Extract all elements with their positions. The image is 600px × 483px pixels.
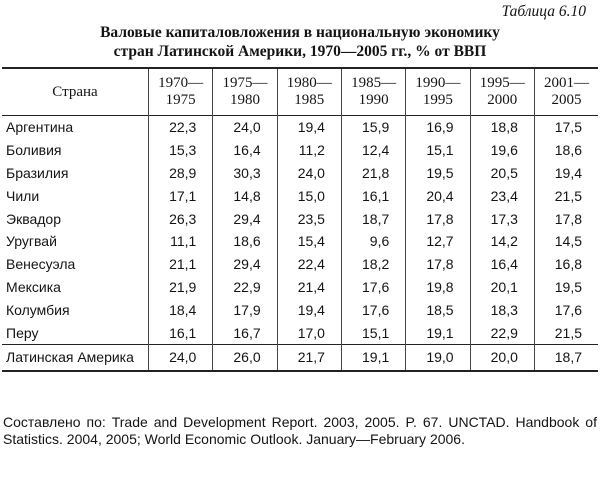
table-row — [2, 116, 598, 139]
country-cell: Мексика — [6, 278, 61, 295]
value-cell: 20,4 — [406, 184, 470, 207]
value-cell: 17,6 — [341, 298, 405, 321]
period-end: 2005 — [551, 92, 582, 108]
value-cell: 21,9 — [149, 276, 213, 299]
source-note: Составлено по: Trade and Development Report. 2003, 2005. P. 67. UNCTAD. Handbook of Statistics. 2004, 2005; World Economic Outlook. January—February 2006. — [3, 414, 597, 447]
value-cell: 21,5 — [534, 321, 598, 344]
value-cell: 17,8 — [406, 253, 470, 276]
country-cell: Уругвай — [6, 233, 57, 250]
value-cell: 18,7 — [534, 344, 598, 371]
value-cell: 18,6 — [534, 139, 598, 162]
value-cell: 17,3 — [470, 207, 534, 230]
value-cell: 17,6 — [341, 276, 405, 299]
value-cell: 22,9 — [470, 321, 534, 344]
header-period — [149, 68, 213, 116]
table-row — [2, 162, 598, 185]
value-cell: 16,4 — [213, 139, 277, 162]
value-cell: 29,4 — [213, 207, 277, 230]
value-cell: 19,5 — [534, 276, 598, 299]
value-cell: 17,8 — [406, 207, 470, 230]
header-period — [213, 68, 277, 116]
period-end: 1985 — [294, 92, 325, 108]
value-cell: 18,4 — [149, 298, 213, 321]
country-cell: Перу — [6, 324, 39, 341]
country-cell: Боливия — [6, 142, 62, 159]
header-period — [277, 68, 341, 116]
table-row — [2, 253, 598, 276]
value-cell: 19,0 — [406, 344, 470, 371]
table-number-label: Таблица 6.10 — [501, 3, 586, 20]
table-row — [2, 207, 598, 230]
country-cell: Эквадор — [6, 210, 61, 227]
value-cell: 17,0 — [277, 321, 341, 344]
value-cell: 17,5 — [534, 116, 598, 139]
value-cell: 24,0 — [213, 116, 277, 139]
value-cell: 24,0 — [149, 344, 213, 371]
value-cell: 17,1 — [149, 184, 213, 207]
value-cell: 22,9 — [213, 276, 277, 299]
value-cell: 11,1 — [149, 230, 213, 253]
country-cell: Венесуэла — [6, 256, 76, 273]
value-cell: 15,1 — [341, 321, 405, 344]
value-cell: 19,6 — [470, 139, 534, 162]
period-end: 1975 — [165, 92, 196, 108]
value-cell: 14,5 — [534, 230, 598, 253]
period-start: 1975— — [222, 75, 268, 91]
value-cell: 18,5 — [406, 298, 470, 321]
value-cell: 15,4 — [277, 230, 341, 253]
header-period — [534, 68, 598, 116]
value-cell: 23,5 — [277, 207, 341, 230]
value-cell: 20,0 — [470, 344, 534, 371]
investment-table — [2, 67, 598, 372]
value-cell: 24,0 — [277, 162, 341, 185]
table-title — [0, 23, 600, 61]
value-cell: 11,2 — [277, 139, 341, 162]
table-row — [2, 230, 598, 253]
value-cell: 20,1 — [470, 276, 534, 299]
value-cell: 18,6 — [213, 230, 277, 253]
value-cell: 30,3 — [213, 162, 277, 185]
country-cell: Колумбия — [6, 301, 70, 318]
value-cell: 21,7 — [277, 344, 341, 371]
value-cell: 19,1 — [406, 321, 470, 344]
table-row — [2, 321, 598, 344]
value-cell: 21,4 — [277, 276, 341, 299]
value-cell: 12,7 — [406, 230, 470, 253]
value-cell: 16,9 — [406, 116, 470, 139]
value-cell: 26,3 — [149, 207, 213, 230]
value-cell: 28,9 — [149, 162, 213, 185]
value-cell: 18,8 — [470, 116, 534, 139]
period-end: 1980 — [229, 92, 260, 108]
value-cell: 16,7 — [213, 321, 277, 344]
period-start: 2001— — [543, 75, 589, 91]
table-row — [2, 298, 598, 321]
table-title-line-1: Валовые капиталовложения в национальную экономику — [100, 24, 500, 41]
value-cell: 15,9 — [341, 116, 405, 139]
value-cell: 18,3 — [470, 298, 534, 321]
header-row — [2, 68, 598, 116]
period-end: 2000 — [487, 92, 518, 108]
value-cell: 19,4 — [277, 116, 341, 139]
value-cell: 17,8 — [534, 207, 598, 230]
value-cell: 19,8 — [406, 276, 470, 299]
header-period — [470, 68, 534, 116]
table-row-total — [2, 344, 598, 371]
value-cell: 20,5 — [470, 162, 534, 185]
value-cell: 9,6 — [341, 230, 405, 253]
period-start: 1995— — [479, 75, 525, 91]
value-cell: 22,4 — [277, 253, 341, 276]
value-cell: 19,5 — [406, 162, 470, 185]
period-end: 1990 — [358, 92, 389, 108]
value-cell: 26,0 — [213, 344, 277, 371]
value-cell: 17,6 — [534, 298, 598, 321]
value-cell: 14,2 — [470, 230, 534, 253]
country-cell: Чили — [6, 187, 40, 204]
value-cell: 23,4 — [470, 184, 534, 207]
value-cell: 15,1 — [406, 139, 470, 162]
value-cell: 17,9 — [213, 298, 277, 321]
value-cell: 21,5 — [534, 184, 598, 207]
value-cell: 15,3 — [149, 139, 213, 162]
value-cell: 19,1 — [341, 344, 405, 371]
value-cell: 15,0 — [277, 184, 341, 207]
value-cell: 19,4 — [534, 162, 598, 185]
period-start: 1990— — [415, 75, 461, 91]
value-cell: 12,4 — [341, 139, 405, 162]
value-cell: 16,1 — [341, 184, 405, 207]
value-cell: 16,4 — [470, 253, 534, 276]
value-cell: 16,8 — [534, 253, 598, 276]
value-cell: 18,2 — [341, 253, 405, 276]
value-cell: 22,3 — [149, 116, 213, 139]
value-cell: 21,8 — [341, 162, 405, 185]
period-end: 1995 — [422, 92, 453, 108]
period-start: 1985— — [351, 75, 397, 91]
period-start: 1970— — [158, 75, 204, 91]
country-cell: Латинская Америка — [6, 349, 134, 366]
table-row — [2, 184, 598, 207]
table-row — [2, 276, 598, 299]
value-cell: 21,1 — [149, 253, 213, 276]
header-country: Страна — [52, 83, 98, 100]
country-cell: Аргентина — [6, 119, 74, 136]
value-cell: 19,4 — [277, 298, 341, 321]
header-period — [341, 68, 405, 116]
header-period — [406, 68, 470, 116]
table-header — [2, 68, 598, 116]
value-cell: 18,7 — [341, 207, 405, 230]
value-cell: 14,8 — [213, 184, 277, 207]
table-row — [2, 139, 598, 162]
table-title-line-2: стран Латинской Америки, 1970—2005 гг., % от ВВП — [113, 43, 487, 60]
value-cell: 29,4 — [213, 253, 277, 276]
value-cell: 16,1 — [149, 321, 213, 344]
country-cell: Бразилия — [6, 164, 69, 181]
table-body — [2, 116, 598, 371]
period-start: 1980— — [286, 75, 332, 91]
